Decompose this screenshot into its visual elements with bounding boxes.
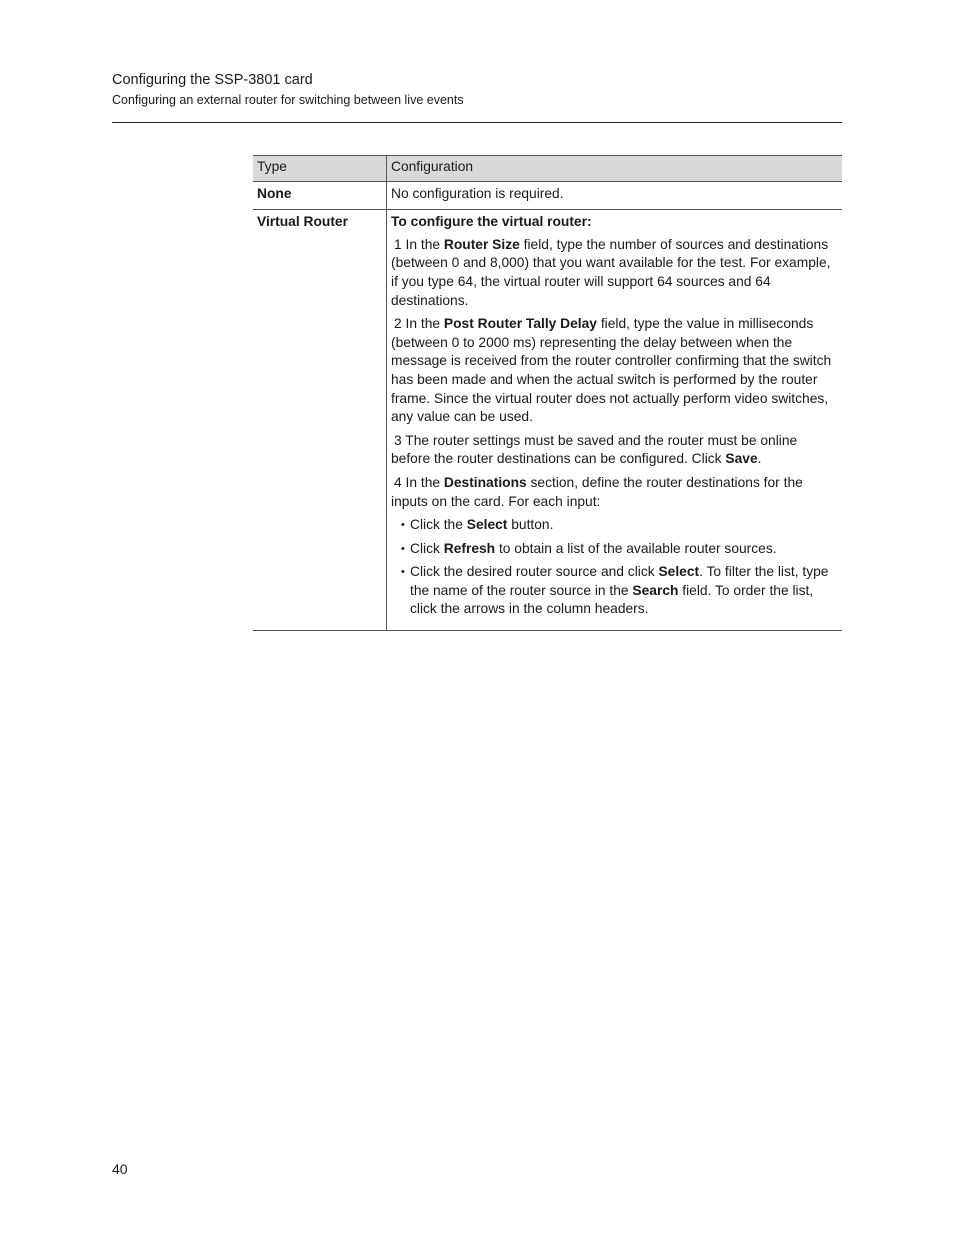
list-item: • Click the Select button.: [402, 516, 838, 535]
config-cell: No configuration is required.: [387, 181, 843, 210]
column-header-configuration: Configuration: [387, 156, 843, 182]
chapter-title: Configuring the SSP-3801 card: [112, 72, 313, 88]
running-header: [112, 70, 842, 109]
procedure-step: 2 In the Post Router Tally Delay field, type the value in milliseconds (between 0 to 2000 ms) representing the delay between when the message is received from the router controller confirming that the switch has been made and when the actual switch is performed by the router frame. Since the virtual router does not actually perform video switches, any value can be used.: [391, 316, 832, 425]
configuration-table: [253, 155, 842, 631]
procedure-title: To configure the virtual router:: [391, 214, 592, 230]
section-title: Configuring an external router for switching between live events: [112, 93, 464, 107]
header-rule: [112, 122, 842, 123]
table-row-none: [253, 181, 842, 210]
type-name: Virtual Router: [257, 214, 348, 230]
type-name: None: [257, 185, 292, 201]
page-number: 40: [112, 1161, 128, 1177]
table-row-virtual-router: [253, 210, 842, 631]
procedure-step: 4 In the Destinations section, define the router destinations for the inputs on the card. For each input:: [391, 474, 803, 509]
list-item: • Click the desired router source and click Select. To filter the list, type the name of the router source in the Search field. To order the list, click the arrows in the column headers.: [402, 563, 838, 619]
config-cell: [387, 210, 843, 631]
column-header-type: Type: [253, 156, 387, 182]
procedure-step: 3 The router settings must be saved and the router must be online before the router destinations can be configured. Click Save.: [391, 432, 798, 467]
procedure-step: 1 In the Router Size field, type the number of sources and destinations (between 0 and 8,000) that you want available for the test. For example, if you type 64, the virtual router will support 64 sources and 64 destinations.: [391, 236, 831, 308]
list-item: • Click Refresh to obtain a list of the available router sources.: [402, 540, 838, 559]
substep-list: [391, 516, 838, 619]
table-header-row: [253, 156, 842, 182]
